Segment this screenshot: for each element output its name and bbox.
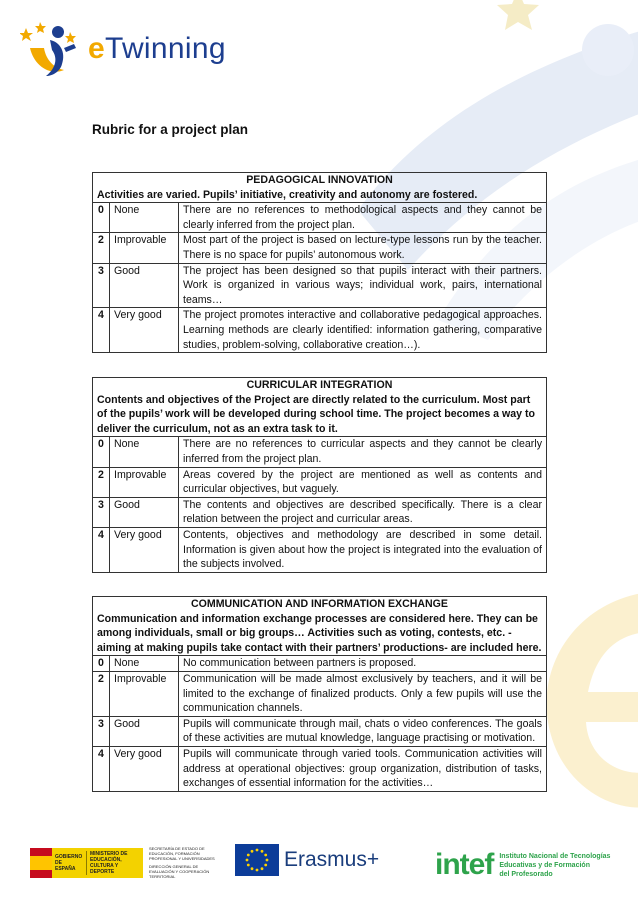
erasmus-label: Erasmus+ [284, 848, 380, 871]
intef-wordmark: intef [435, 848, 494, 881]
ministry-label: MINISTERIO DE EDUCACIÓN, CULTURA Y DEPORTE [86, 851, 143, 875]
intef-subtitle-line: del Profesorado [499, 870, 553, 878]
intef-subtitle-line: Educativas y de Formación [499, 861, 590, 869]
rubric-table-communication-exchange [92, 596, 547, 792]
intef-subtitle-line: Instituto Nacional de Tecnologías [499, 852, 611, 860]
score-cell: 3 [93, 716, 110, 746]
section-heading: PEDAGOGICAL INNOVATION Activities are varied. Pupils’ initiative, creativity and autonomy are fostered. [93, 173, 547, 203]
section-intro: Communication and information exchange processes are considered here. They can be among individuals, small or big groups… Activities such as voting, contests, etc. -aiming at making pupils take contact with their partners’ productions- are included here. [97, 612, 542, 654]
level-label: Improvable [110, 671, 179, 716]
level-label: None [110, 656, 179, 672]
etwinning-figure-icon [20, 18, 82, 80]
table-row [93, 467, 547, 497]
table-row [93, 203, 547, 233]
level-label: Good [110, 497, 179, 527]
table-row [93, 233, 547, 263]
section-intro: Activities are varied. Pupils’ initiative, creativity and autonomy are fostered. [97, 188, 478, 201]
table-row [93, 263, 547, 308]
section-heading: COMMUNICATION AND INFORMATION EXCHANGE Communication and information exchange processes are considered here. They can be among individuals, small or big groups… Activities such as voting, contests, etc. -aiming at making pupils take contact with their partners’ productions- are included here. [93, 597, 547, 656]
level-label: Improvable [110, 233, 179, 263]
level-label: Very good [110, 527, 179, 572]
level-description: Areas covered by the project are mentioned as well as contents and curricular objectives, but vaguely. [179, 467, 547, 497]
level-description: Communication will be made almost exclusively by teachers, and it will be limited to the exchange of finalized products. Only a few pupils will use the communication channels. [179, 671, 547, 716]
score-cell: 2 [93, 467, 110, 497]
table-row [93, 746, 547, 791]
secretariat-label: SECRETARÍA DE ESTADO DE EDUCACIÓN, FORMACIÓN PROFESIONAL Y UNIVERSIDADES [149, 846, 215, 861]
intef-logo [435, 848, 610, 882]
score-cell: 0 [93, 656, 110, 672]
rubric-table-pedagogical-innovation [92, 172, 547, 353]
etwinning-wordmark: eTwinning [88, 32, 226, 65]
table-row [93, 437, 547, 467]
table-row [93, 671, 547, 716]
rubric-table-curricular-integration [92, 377, 547, 573]
eu-flag-icon [235, 844, 279, 876]
level-description: Most part of the project is based on lecture-type lessons run by the teacher. There is no space for pupils’ autonomous work. [179, 233, 547, 263]
table-row [93, 527, 547, 572]
table-row [93, 497, 547, 527]
level-description: No communication between partners is proposed. [179, 656, 547, 672]
level-label: None [110, 437, 179, 467]
level-label: None [110, 203, 179, 233]
table-row [93, 308, 547, 353]
level-description: Contents, objectives and methodology are described in some detail. Information is given about how the project is integrated into the evaluation of the subjects involved. [179, 527, 547, 572]
score-cell: 2 [93, 671, 110, 716]
score-cell: 0 [93, 203, 110, 233]
direction-label: DIRECCIÓN GENERAL DE EVALUACIÓN Y COOPERACIÓN TERRITORIAL [149, 864, 210, 879]
score-cell: 2 [93, 233, 110, 263]
etwinning-logo [20, 18, 226, 80]
level-description: Pupils will communicate through varied tools. Communication activities will address at operational objectives: group organization, distribution of tasks, exchanges of essential information for the activities… [179, 746, 547, 791]
level-label: Very good [110, 746, 179, 791]
level-label: Improvable [110, 467, 179, 497]
score-cell: 3 [93, 497, 110, 527]
level-label: Good [110, 263, 179, 308]
section-heading: CURRICULAR INTEGRATION Contents and objectives of the Project are directly related to the curriculum. Most part of the pupils’ work will be developed during school time. The project becomes a way to deliver the curriculum, not as an extra task to it. [93, 378, 547, 437]
erasmus-logo [235, 844, 379, 876]
level-description: There are no references to curricular aspects and they cannot be clearly inferred from the project plan. [179, 437, 547, 467]
score-cell: 4 [93, 746, 110, 791]
level-description: The contents and objectives are described specifically. There is a clear relation between the project and curricular areas. [179, 497, 547, 527]
level-label: Very good [110, 308, 179, 353]
level-description: The project promotes interactive and collaborative pedagogical approaches. Learning methods are clearly identified: information gathering, comparative studies, problem-solving, collaborative creation…). [179, 308, 547, 353]
level-description: There are no references to methodological aspects and they cannot be clearly inferred from the project plan. [179, 203, 547, 233]
spain-flag-icon [30, 848, 52, 878]
table-row [93, 656, 547, 672]
level-description: The project has been designed so that pupils interact with their partners. Work is organized in various ways; individual work, pairs, international teams… [179, 263, 547, 308]
level-description: Pupils will communicate through mail, chats o video conferences. The goals of these activities are mutual knowledge, language practising or motivation. [179, 716, 547, 746]
spanish-government-logo [30, 846, 219, 879]
score-cell: 4 [93, 308, 110, 353]
footer-logos [30, 842, 630, 882]
table-row [93, 716, 547, 746]
section-intro: Contents and objectives of the Project are directly related to the curriculum. Most part of the pupils’ work will be developed during school time. The project becomes a way to deliver the curriculum, not as an extra task to it. [97, 393, 535, 435]
level-label: Good [110, 716, 179, 746]
page-title: Rubric for a project plan [92, 122, 249, 137]
score-cell: 0 [93, 437, 110, 467]
score-cell: 4 [93, 527, 110, 572]
score-cell: 3 [93, 263, 110, 308]
government-label: GOBIERNO DE ESPAÑA [55, 853, 83, 872]
